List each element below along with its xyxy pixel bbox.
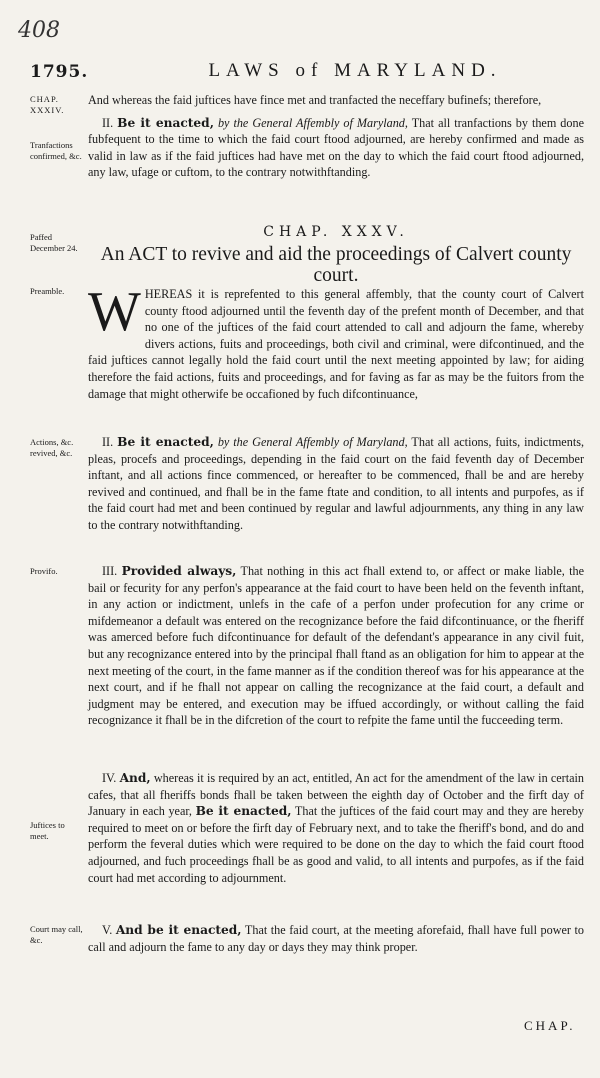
- running-head: LAWS of MARYLAND.: [208, 60, 502, 81]
- margin-court: Court may call, &c.: [30, 924, 83, 945]
- preamble: [88, 281, 584, 402]
- prev-act-text: [88, 92, 584, 181]
- margin-actions: Actions, &c. revived, &c.: [30, 437, 74, 458]
- margin-proviso: Provifo.: [30, 566, 58, 576]
- preamble-text: HEREAS it is reprefented to this general affembly, that the county court of Calvert county ftood adjourned until the feventh day of the prefent month of December, and that no one of the juftices of the faid court attended to call and adjourn the fame, whereby divers actions, fuits and proceedings, both civil and criminal, were difcontinued, and the faid juftices cannot legally hold the faid court until the next meeting appointed by law; for aiding therefore the faid actions, fuits and proceedings, and for faving as far as may be the fuitors from the damage that might otherwife be occafioned by fuch difcontinuance,: [88, 287, 584, 401]
- page-number: 408: [18, 18, 60, 43]
- drop-capital: W: [88, 281, 141, 343]
- act-title: An ACT to revive and aid the proceedings of Calvert county court.: [100, 244, 572, 286]
- section-4: IV. And, whereas it is required by an act, entitled, An act for the amendment of the law in certain cafes, that all fheriffs bonds fhall be taken between the eighth day of October and the firft day of January in each year, Be it enacted, That the juftices of the faid court may and they are hereby required to meet on or before the firft day of February next, and to take the fheriff's bond, and do and perform the feveral duties which were required to be done on the day to which the faid court ftood adjourned, and fuch proceedings fhall be as good and valid, to all intents and purpofes, as if the faid court had met according to adjournment.: [88, 771, 585, 885]
- catchword: CHAP.: [524, 1018, 576, 1033]
- margin-justices: Juftices to meet.: [30, 820, 65, 841]
- margin-passed: Paffed December 24.: [30, 232, 78, 253]
- prev-act-section-2: II. Be it enacted, by the General Affembly of Maryland, That all tranfactions by them done fubfequent to the time to which the faid court ftood adjourned, are hereby confirmed and made as valid in law as if the faid juftices had have met on the day to which the faid court ftood adjourned, any law, ufage or cuftom, to the contrary notwithftanding.: [88, 115, 584, 180]
- year: 1795.: [30, 62, 89, 82]
- margin-transactions: Tranfactions confirmed, &c.: [30, 140, 82, 161]
- section-3: III. Provided always, That nothing in this act fhall extend to, or affect or make liable, the bail or fecurity for any perfon's appearance at the faid court to have been held on the feventh inftant, in any action or indictment, unlefs in the cafe of a perfon under profecution for any crime or mifdemeanor a default was entered on the recognizance before the faid difcontinuance, or the fheriff was amerced before fuch difcontinuance for default of the defendant's appearance in any civil fuit, but any recognizance entered into by the principal fhall ftand as an obligation for him to appear at the next meeting of the court, in the fame manner as if the condition thereof was for his appearance at the next court, and if he fhall not appear on calling the recognizance at the faid court, a default and judgment may be entered, and execution may be iffued accordingly, or without calling the faid recognizance it fhall be in the difcretion of the court to refpite the fame until the fucceeding term.: [88, 564, 585, 728]
- section-2: II. Be it enacted, by the General Affembly of Maryland, That all actions, fuits, indictments, pleas, procefs and proceedings, depending in the faid court on the faid feventh day of December inftant, and all actions fince commenced, or hereafter to be commenced, fhall be and are hereby revived and continued, and fhall be in the fame ftate and condition, to all intents and purpofes, as if the faid court had met and been continued by regular and lawful adjournments, any thing in any law to the contrary notwithftanding.: [88, 435, 584, 532]
- margin-chap-prev: CHAP. XXXIV.: [30, 94, 65, 115]
- prev-act-paragraph: And whereas the faid juftices have fince met and tranfacted the neceffary bufinefs; therefore,: [88, 93, 542, 107]
- chapter-heading: CHAP. XXXV.: [263, 224, 409, 240]
- section-5: V. And be it enacted, That the faid court, at the meeting aforefaid, fhall have full power to call and adjourn the fame to any day or days they may think proper.: [88, 923, 585, 954]
- margin-preamble: Preamble.: [30, 286, 65, 296]
